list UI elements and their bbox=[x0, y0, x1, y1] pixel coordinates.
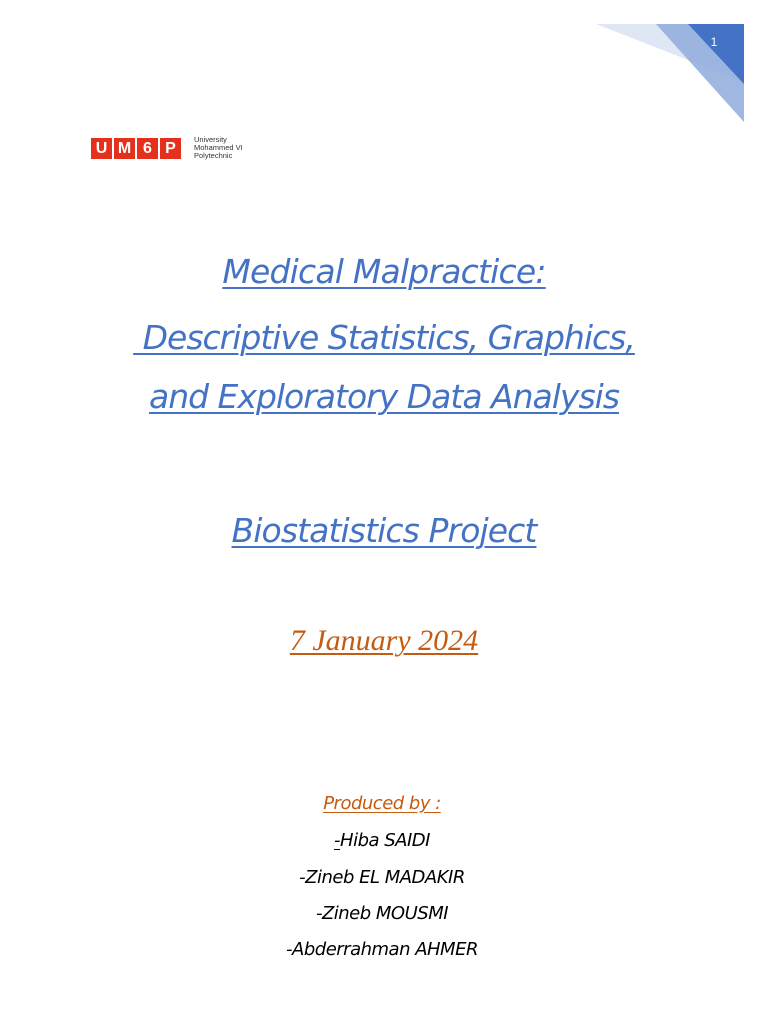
title-line-3: and Exploratory Data Analysis bbox=[148, 377, 619, 416]
university-logo bbox=[91, 136, 243, 160]
author-item bbox=[0, 903, 764, 924]
title-line-1: Medical Malpractice: bbox=[222, 252, 546, 291]
author-dash: - bbox=[315, 903, 322, 924]
logo-letter: U bbox=[91, 138, 112, 159]
author-item bbox=[0, 867, 764, 888]
author-dash: - bbox=[299, 867, 306, 888]
author-item bbox=[0, 939, 764, 960]
document-date: 7 January 2024 bbox=[289, 624, 479, 657]
author-name: Abderrahman AHMER bbox=[292, 939, 478, 960]
author-name: Zineb EL MADAKIR bbox=[305, 867, 465, 888]
author-name: Zineb MOUSMI bbox=[321, 903, 449, 924]
project-subtitle: Biostatistics Project bbox=[231, 511, 537, 550]
author-name: Hiba SAIDI bbox=[340, 830, 430, 851]
logo-letter: 6 bbox=[137, 138, 158, 159]
produced-by-label: Produced by : bbox=[323, 793, 441, 814]
logo-text-line: Mohammed VI bbox=[194, 143, 243, 152]
logo-letter: M bbox=[114, 138, 135, 159]
title-line-2: Descriptive Statistics, Graphics, bbox=[133, 318, 635, 357]
logo-letter: P bbox=[160, 138, 181, 159]
author-dash: - bbox=[334, 830, 341, 851]
logo-text-line: University bbox=[194, 135, 227, 144]
page-number: 1 bbox=[710, 35, 718, 49]
logo-text-line: Polytechnic bbox=[194, 151, 233, 160]
logo-text bbox=[194, 136, 243, 160]
author-item bbox=[0, 830, 764, 851]
author-dash: - bbox=[286, 939, 293, 960]
